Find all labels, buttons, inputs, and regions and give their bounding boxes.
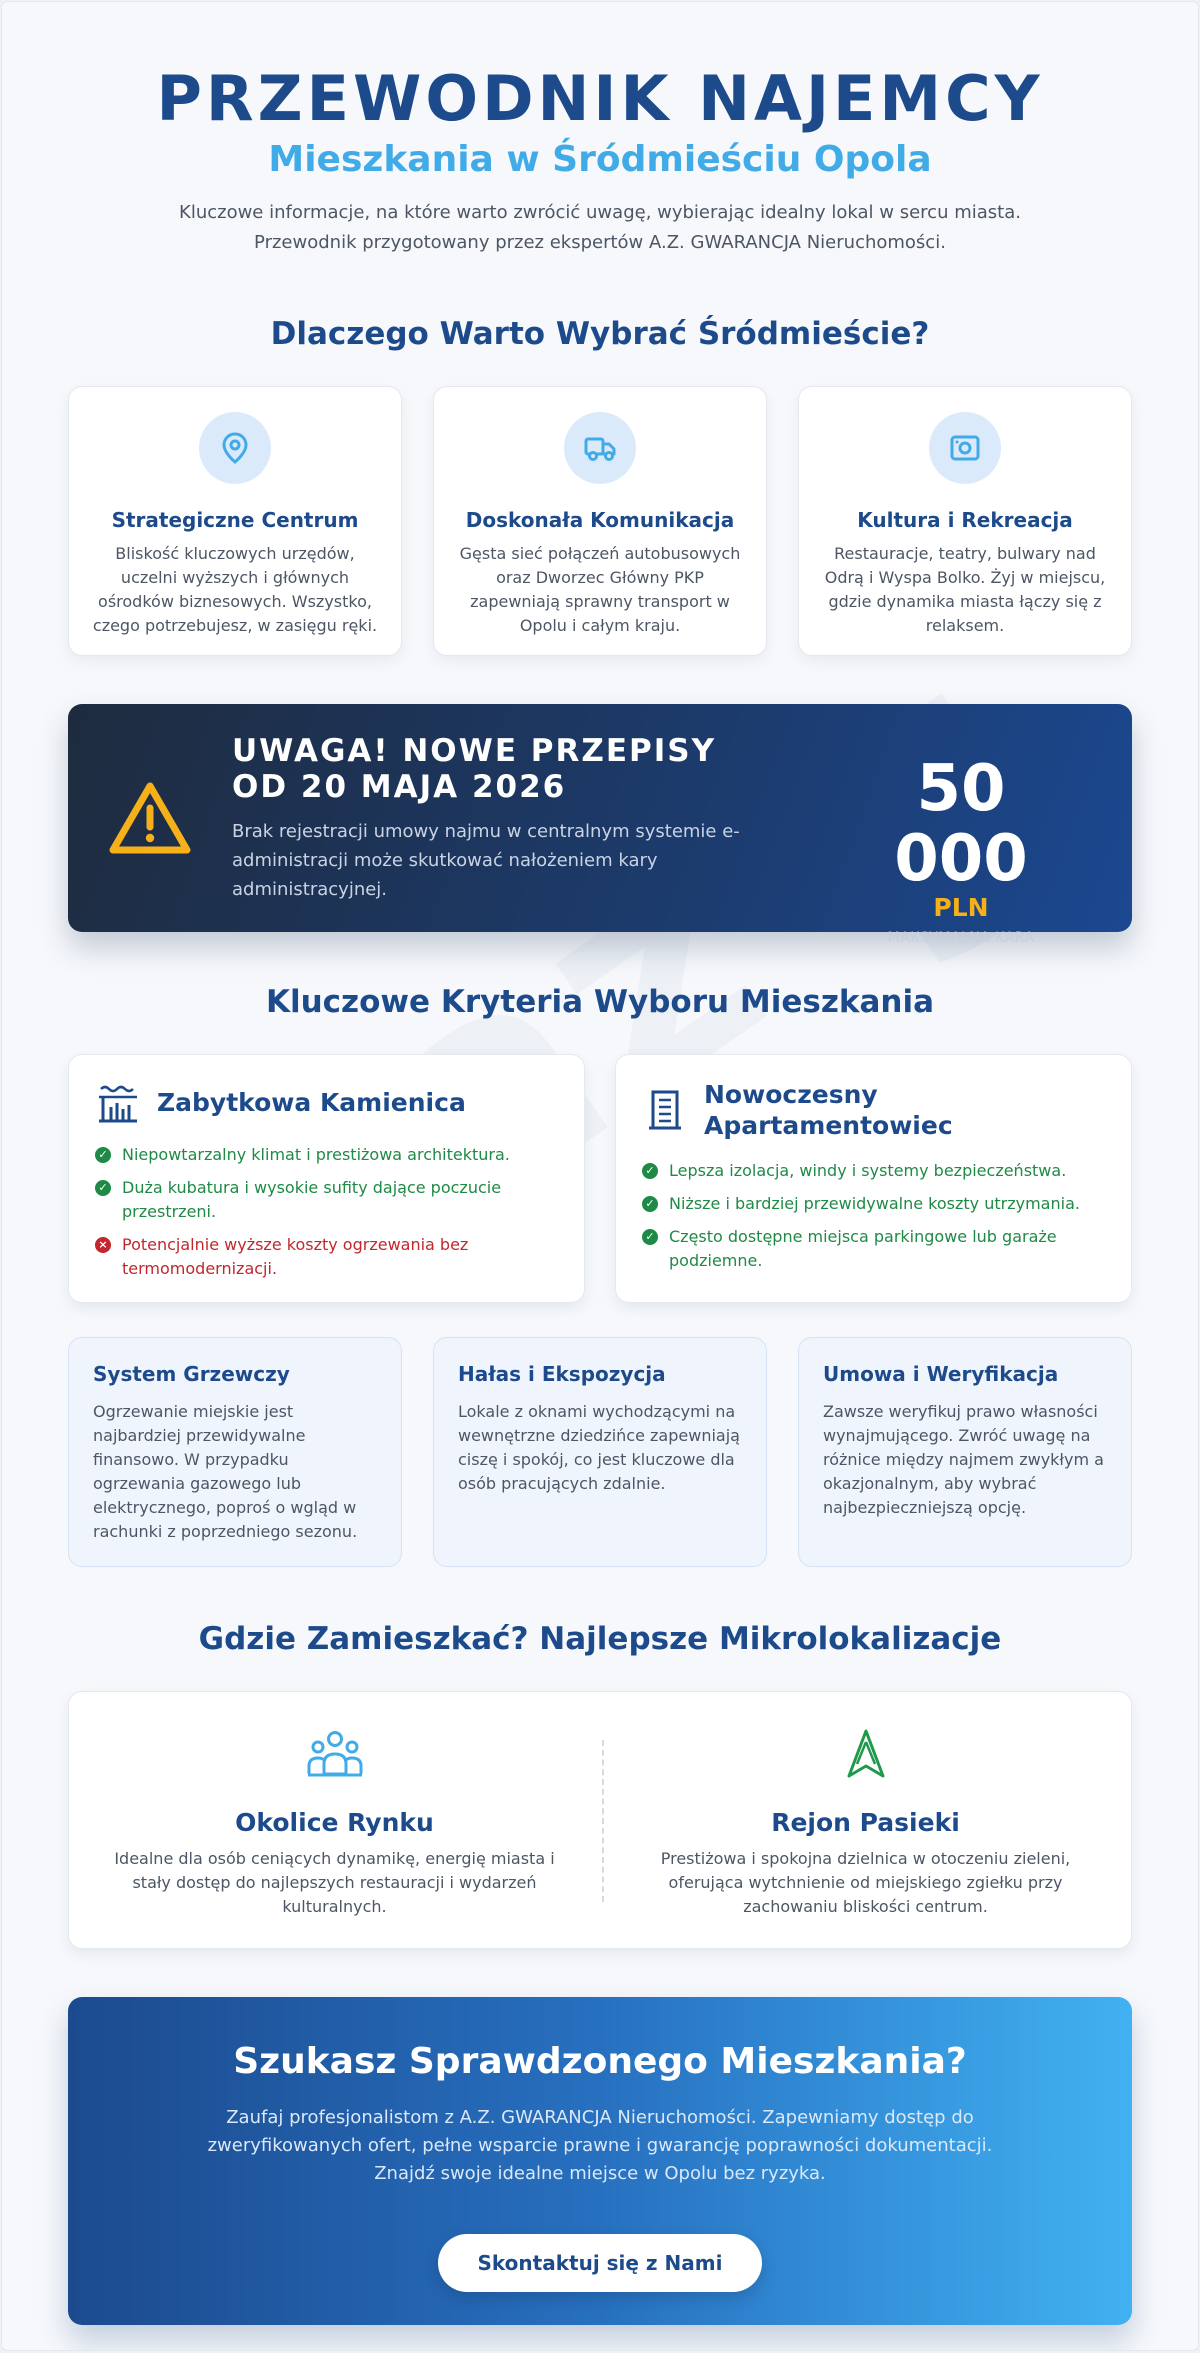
cross-icon: ×: [95, 1237, 111, 1253]
pro-item: [642, 1225, 1107, 1273]
pro-item-text: Często dostępne miejsca parkingowe lub garaże podziemne.: [669, 1227, 1057, 1270]
fine-amount: 50 000: [894, 752, 1028, 896]
tenement-card: [68, 1054, 585, 1303]
locations-box: [68, 1691, 1132, 1949]
location-text: Prestiżowa i spokojna dzielnica w otoczeniu zieleni, oferująca wytchnienie od miejskiego zgiełku przy zachowaniu bliskości centrum.: [660, 1849, 1071, 1916]
fine-label: MAKSYMALNA KARA: [887, 930, 1035, 946]
people-icon: [305, 1728, 365, 1780]
location-pin-icon: [199, 412, 271, 484]
location-market-square: [69, 1692, 600, 1919]
cta-text: Zaufaj profesjonalistom z A.Z. GWARANCJA Nieruchomości. Zapewniamy dostęp do zweryfikowanych ofert, pełne wsparcie prawne i gwarancję poprawności dokumentacji. Znajdź swoje idealne miejsce w Opolu bez ryzyka.: [207, 2107, 993, 2184]
tenement-pros-cons-list: [95, 1143, 560, 1281]
page-title: PRZEWODNIK NAJEMCY: [156, 62, 1044, 135]
warning-description: Brak rejestracji umowy najmu w centralnym systemie e-administracji może skutkować nałożeniem kary administracyjnej.: [232, 820, 740, 900]
cta-title: Szukasz Sprawdzonego Mieszkania?: [233, 2041, 967, 2082]
info-card-title: System Grzewczy: [93, 1362, 290, 1386]
info-card-contract: [798, 1337, 1132, 1567]
why-card-text: Gęsta sieć połączeń autobusowych oraz Dworzec Główny PKP zapewniają sprawny transport w Opolu i całym kraju.: [459, 544, 741, 635]
intro-line-2: Przewodnik przygotowany przez ekspertów A.Z. GWARANCJA Nieruchomości.: [254, 232, 946, 253]
why-card-transport: [433, 386, 767, 656]
criteria-section-title: Kluczowe Kryteria Wyboru Mieszkania: [265, 984, 935, 1020]
why-card-text: Bliskość kluczowych urzędów, uczelni wyższych i głównych ośrodków biznesowych. Wszystko, czego potrzebujesz, w zasięgu ręki.: [92, 544, 378, 635]
warning-title: UWAGA! NOWE PRZEPISY OD 20 MAJA 2026: [232, 732, 717, 805]
info-card-text: Lokale z oknami wychodzącymi na wewnętrzne dziedzińce zapewniają ciszę i spokój, co jest kluczowe dla osób pracujących zdalnie.: [458, 1402, 740, 1493]
why-card-title: Doskonała Komunikacja: [465, 508, 735, 532]
pro-item-text: Lepsza izolacja, windy i systemy bezpieczeństwa.: [669, 1161, 1067, 1180]
apartment-card-header: [642, 1079, 1107, 1141]
pro-item-text: Niższe i bardziej przewidywalne koszty utrzymania.: [669, 1194, 1080, 1213]
con-item: [95, 1233, 560, 1281]
location-text: Idealne dla osób ceniących dynamikę, energię miasta i stały dostęp do najlepszych restauracji i wydarzeń kulturalnych.: [114, 1849, 555, 1916]
info-card-noise: [433, 1337, 767, 1567]
tenement-icon: [95, 1079, 141, 1125]
pro-item-text: Niepowtarzalny klimat i prestiżowa architektura.: [122, 1145, 510, 1164]
info-card-title: Umowa i Weryfikacja: [823, 1362, 1059, 1386]
check-icon: ✓: [642, 1196, 658, 1212]
page: [1, 1, 1199, 2351]
info-card-title: Hałas i Ekspozycja: [458, 1362, 666, 1386]
intro-text: [68, 198, 1132, 258]
locations-section-title: Gdzie Zamieszkać? Najlepsze Mikrolokalizacje: [198, 1621, 1002, 1657]
fine-box: [846, 754, 1076, 946]
pro-item: [642, 1192, 1107, 1216]
warning-triangle-icon: [108, 781, 192, 855]
building-type-cards: [68, 1054, 1132, 1303]
contact-button[interactable]: Skontaktuj się z Nami: [438, 2234, 762, 2292]
why-card-text: Restauracje, teatry, bulwary nad Odrą i Wyspa Bolko. Żyj w miejscu, gdzie dynamika miasta łączy się z relaksem.: [824, 544, 1106, 635]
page-subtitle: Mieszkania w Śródmieściu Opola: [268, 139, 932, 180]
fine-currency: PLN: [933, 893, 989, 922]
apartment-card-title: Nowoczesny Apartamentowiec: [704, 1080, 953, 1140]
regulation-warning-banner: [68, 704, 1132, 946]
location-pasieka: [600, 1692, 1131, 1919]
why-card-center: [68, 386, 402, 656]
pro-item: [642, 1159, 1107, 1183]
why-card-title: Kultura i Rekreacja: [857, 508, 1073, 532]
tenement-card-header: [95, 1079, 560, 1125]
pro-item-text: Duża kubatura i wysokie sufity dające poczucie przestrzeni.: [122, 1178, 502, 1221]
building-icon: [642, 1087, 688, 1133]
why-cards: [68, 386, 1132, 656]
location-title: Rejon Pasieki: [771, 1808, 960, 1837]
check-icon: ✓: [642, 1163, 658, 1179]
why-card-title: Strategiczne Centrum: [111, 508, 359, 532]
photo-icon: [929, 412, 1001, 484]
pro-item: [95, 1143, 560, 1167]
criteria-info-cards: [68, 1337, 1132, 1567]
hero-header: [68, 2, 1132, 258]
info-card-text: Zawsze weryfikuj prawo własności wynajmującego. Zwróć uwagę na różnice między najmem zwykłym a okazjonalnym, aby wybrać najbezpieczniejszą opcję.: [823, 1402, 1104, 1517]
why-card-culture: [798, 386, 1132, 656]
why-section-title: Dlaczego Warto Wybrać Śródmieście?: [270, 316, 930, 352]
check-icon: ✓: [95, 1180, 111, 1196]
truck-icon: [564, 412, 636, 484]
con-item-text: Potencjalnie wyższe koszty ogrzewania bez termomodernizacji.: [122, 1235, 469, 1278]
tenement-card-title: Zabytkowa Kamienica: [157, 1087, 466, 1117]
warning-text-block: [232, 733, 772, 904]
check-icon: ✓: [642, 1229, 658, 1245]
pro-item: [95, 1176, 560, 1224]
contact-cta: [68, 1997, 1132, 2325]
apartment-card: [615, 1054, 1132, 1303]
check-icon: ✓: [95, 1147, 111, 1163]
intro-line-1: Kluczowe informacje, na które warto zwrócić uwagę, wybierając idealny lokal w sercu miasta.: [179, 202, 1021, 223]
locations-divider: [602, 1740, 604, 1902]
tree-icon: [836, 1728, 896, 1780]
info-card-heating: [68, 1337, 402, 1567]
apartment-pros-list: [642, 1159, 1107, 1273]
location-title: Okolice Rynku: [235, 1808, 434, 1837]
info-card-text: Ogrzewanie miejskie jest najbardziej przewidywalne finansowo. W przypadku ogrzewania gazowego lub elektrycznego, poproś o wgląd w rachunki z poprzedniego sezonu.: [93, 1402, 358, 1541]
